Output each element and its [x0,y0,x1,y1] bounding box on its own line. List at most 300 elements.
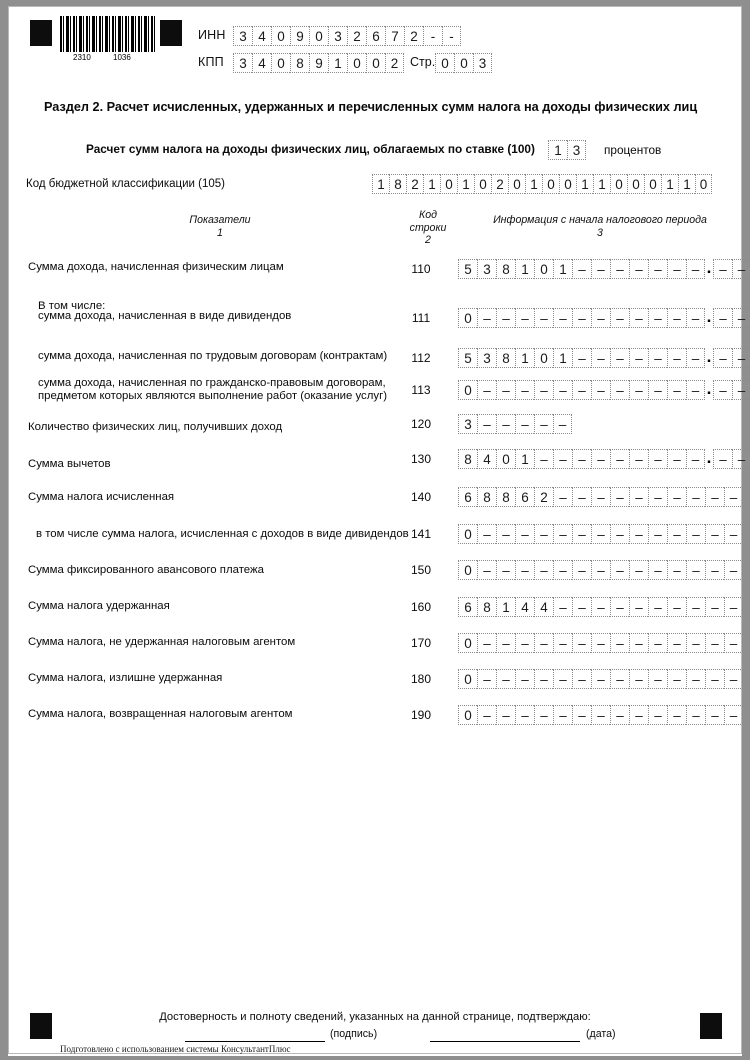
row-120-int-cell[interactable]: – [534,414,553,434]
row-190-int-cell[interactable]: – [705,705,724,725]
row-140-int-cell[interactable]: – [610,487,629,507]
row-112-int-cell[interactable]: 0 [534,348,553,368]
row-value-integer-150[interactable] [458,560,743,580]
row-130-int-cell[interactable]: 8 [458,449,477,469]
row-140-int-cell[interactable]: – [572,487,591,507]
row-150-int-cell[interactable]: – [686,560,705,580]
row-150-int-cell[interactable]: – [534,560,553,580]
row-140-int-cell[interactable]: – [705,487,724,507]
row-112-int-cell[interactable]: 3 [477,348,496,368]
row-141-int-cell[interactable]: – [496,524,515,544]
row-190-int-cell[interactable]: – [610,705,629,725]
row-190-int-cell[interactable]: – [477,705,496,725]
row-150-int-cell[interactable]: – [610,560,629,580]
row-111-dec-cell[interactable]: – [732,308,750,328]
kpp-cell[interactable]: 3 [233,53,252,73]
row-111-int-cell[interactable]: – [534,308,553,328]
row-111-int-cell[interactable]: – [572,308,591,328]
date-caption: (дата) [586,1028,616,1040]
row-value-field-160[interactable] [458,597,743,617]
row-112-int-cell[interactable]: – [667,348,686,368]
page-number-cell[interactable]: 0 [435,53,454,73]
row-190-int-cell[interactable]: – [648,705,667,725]
row-150-int-cell[interactable]: – [591,560,610,580]
row-code-111: 111 [411,311,431,325]
row-150-int-cell[interactable]: – [553,560,572,580]
row-112-int-cell[interactable]: 5 [458,348,477,368]
section-title: Раздел 2. Расчет исчисленных, удержанных и перечисленных сумм налога на доходы физических лиц [44,100,698,114]
row-110-dec-cell[interactable]: – [732,259,750,279]
row-113-int-cell[interactable]: – [496,380,515,400]
row-130-int-cell[interactable]: – [667,449,686,469]
row-141-int-cell[interactable]: – [477,524,496,544]
row-180-int-cell[interactable]: – [705,669,724,689]
row-160-int-cell[interactable]: 4 [534,597,553,617]
inn-cell[interactable]: 9 [290,26,309,46]
row-150-int-cell[interactable]: – [629,560,648,580]
inn-cell[interactable]: 4 [252,26,271,46]
row-141-int-cell[interactable]: – [629,524,648,544]
row-110-dec-cell[interactable]: – [713,259,732,279]
row-113-int-cell[interactable]: – [477,380,496,400]
row-111-int-cell[interactable]: – [515,308,534,328]
row-113-int-cell[interactable]: – [667,380,686,400]
row-130-int-cell[interactable]: – [648,449,667,469]
kbk-cell[interactable]: 0 [627,174,644,194]
row-value-integer-111[interactable] [458,308,705,328]
row-value-integer-180[interactable] [458,669,743,689]
row-140-int-cell[interactable]: 2 [534,487,553,507]
row-180-int-cell[interactable]: – [496,669,515,689]
row-160-int-cell[interactable]: 4 [515,597,534,617]
row-141-int-cell[interactable]: – [610,524,629,544]
row-113-int-cell[interactable]: – [610,380,629,400]
row-code-112: 112 [411,351,431,365]
row-111-dec-cell[interactable]: – [713,308,732,328]
row-170-int-cell[interactable]: 0 [458,633,477,653]
row-111-int-cell[interactable]: 0 [458,308,477,328]
page-edge-left [0,0,8,1060]
row-141-int-cell[interactable]: 0 [458,524,477,544]
kbk-field[interactable] [372,174,712,194]
row-113-int-cell[interactable]: – [591,380,610,400]
row-110-int-cell[interactable]: – [648,259,667,279]
inn-cell[interactable]: 6 [366,26,385,46]
kbk-cell[interactable]: 1 [593,174,610,194]
row-113-int-cell[interactable]: – [629,380,648,400]
row-190-int-cell[interactable]: – [629,705,648,725]
row-113-int-cell[interactable]: – [534,380,553,400]
row-value-field-112[interactable] [458,348,750,368]
row-130-int-cell[interactable]: – [534,449,553,469]
row-160-int-cell[interactable]: 8 [477,597,496,617]
signature-line[interactable] [185,1041,325,1042]
row-113-int-cell[interactable]: – [648,380,667,400]
inn-field[interactable] [233,26,461,46]
barcode-number-right: 1036 [113,53,131,62]
row-180-int-cell[interactable]: – [477,669,496,689]
row-170-int-cell[interactable]: – [648,633,667,653]
row-value-decimal-113[interactable] [713,380,750,400]
row-value-integer-140[interactable] [458,487,743,507]
row-141-int-cell[interactable]: – [667,524,686,544]
row-170-int-cell[interactable]: – [705,633,724,653]
tax-rate-field[interactable] [548,140,586,160]
row-170-int-cell[interactable]: – [572,633,591,653]
row-141-int-cell[interactable]: – [553,524,572,544]
inn-cell[interactable]: 0 [309,26,328,46]
row-value-integer-110[interactable] [458,259,705,279]
row-111-int-cell[interactable]: – [477,308,496,328]
row-190-int-cell[interactable]: 0 [458,705,477,725]
kpp-field[interactable] [233,53,404,73]
row-110-int-cell[interactable]: 5 [458,259,477,279]
row-120-int-cell[interactable]: 3 [458,414,477,434]
alignment-square-top-right [160,20,182,46]
row-140-int-cell[interactable]: – [667,487,686,507]
row-160-int-cell[interactable]: – [591,597,610,617]
row-112-int-cell[interactable]: – [591,348,610,368]
row-130-int-cell[interactable]: – [553,449,572,469]
row-190-int-cell[interactable]: – [534,705,553,725]
row-141-int-cell[interactable]: – [686,524,705,544]
row-code-113: 113 [411,383,431,397]
row-value-integer-141[interactable] [458,524,743,544]
row-180-int-cell[interactable]: – [610,669,629,689]
row-190-int-cell[interactable]: – [724,705,743,725]
row-140-int-cell[interactable]: 6 [458,487,477,507]
row-value-decimal-130[interactable] [713,449,750,469]
row-190-int-cell[interactable]: – [686,705,705,725]
tax-rate-cell[interactable]: 1 [548,140,567,160]
kbk-cell[interactable]: 2 [491,174,508,194]
kpp-cell[interactable]: 1 [328,53,347,73]
row-value-field-180[interactable] [458,669,743,689]
row-value-integer-112[interactable] [458,348,705,368]
row-112-int-cell[interactable]: 1 [515,348,534,368]
row-130-int-cell[interactable]: 0 [496,449,515,469]
page-number-cell[interactable]: 3 [473,53,492,73]
inn-label: ИНН [198,28,226,42]
row-130-int-cell[interactable]: – [610,449,629,469]
row-140-int-cell[interactable]: – [686,487,705,507]
row-170-int-cell[interactable]: – [515,633,534,653]
row-170-int-cell[interactable]: – [496,633,515,653]
row-170-int-cell[interactable]: – [553,633,572,653]
row-141-int-cell[interactable]: – [705,524,724,544]
kpp-cell[interactable]: 8 [290,53,309,73]
row-150-int-cell[interactable]: – [705,560,724,580]
row-113-dec-cell[interactable]: – [713,380,732,400]
row-label-113: сумма дохода, начисленная по гражданско-правовым договорам, предметом которых являются выполнение работ (оказание услуг) [38,377,388,402]
kbk-cell[interactable]: 0 [508,174,525,194]
row-label-190: Сумма налога, возвращенная налоговым агентом [28,708,293,720]
inn-cell[interactable]: 0 [271,26,290,46]
row-value-integer-130[interactable] [458,449,705,469]
row-113-int-cell[interactable]: – [515,380,534,400]
row-160-int-cell[interactable]: – [572,597,591,617]
inn-cell[interactable]: 7 [385,26,404,46]
row-label-150: Сумма фиксированного авансового платежа [28,564,264,576]
kbk-cell[interactable]: 2 [406,174,423,194]
inn-cell[interactable]: - [423,26,442,46]
row-value-field-110[interactable] [458,259,750,279]
row-140-int-cell[interactable]: 8 [496,487,515,507]
row-112-int-cell[interactable]: – [686,348,705,368]
row-150-int-cell[interactable]: – [496,560,515,580]
row-110-int-cell[interactable]: 8 [496,259,515,279]
row-label-111: сумма дохода, начисленная в виде дивидендов [38,310,292,322]
row-140-int-cell[interactable]: – [724,487,743,507]
row-140-int-cell[interactable]: – [591,487,610,507]
column-header-line-code-number: 2 [425,234,431,246]
row-180-int-cell[interactable]: – [724,669,743,689]
row-value-field-130[interactable] [458,449,750,469]
page-number-field[interactable] [435,53,492,73]
row-170-int-cell[interactable]: – [667,633,686,653]
row-180-int-cell[interactable]: – [686,669,705,689]
row-170-int-cell[interactable]: – [591,633,610,653]
row-140-int-cell[interactable]: – [648,487,667,507]
prepared-note: Подготовлено с использованием системы КонсультантПлюс [60,1044,291,1054]
row-180-int-cell[interactable]: – [667,669,686,689]
row-110-int-cell[interactable]: – [610,259,629,279]
row-111-int-cell[interactable]: – [629,308,648,328]
row-113-int-cell[interactable]: – [686,380,705,400]
row-140-int-cell[interactable]: 8 [477,487,496,507]
row-141-int-cell[interactable]: – [591,524,610,544]
column-header-line-code [398,209,458,247]
kbk-cell[interactable]: 0 [559,174,576,194]
row-110-int-cell[interactable]: – [629,259,648,279]
row-170-int-cell[interactable]: – [610,633,629,653]
row-180-int-cell[interactable]: – [515,669,534,689]
row-value-decimal-112[interactable] [713,348,750,368]
row-160-int-cell[interactable]: – [648,597,667,617]
inn-cell[interactable]: 3 [328,26,347,46]
inn-cell[interactable]: - [442,26,461,46]
row-111-int-cell[interactable]: – [686,308,705,328]
row-113-dec-cell[interactable]: – [732,380,750,400]
row-value-field-150[interactable] [458,560,743,580]
alignment-square-top-left [30,20,52,46]
row-code-190: 190 [410,708,432,722]
row-112-int-cell[interactable]: 1 [553,348,572,368]
page-edge-right [742,0,750,1060]
row-140-int-cell[interactable]: – [629,487,648,507]
inn-cell[interactable]: 2 [404,26,423,46]
row-110-int-cell[interactable]: – [591,259,610,279]
row-190-int-cell[interactable]: – [496,705,515,725]
row-150-int-cell[interactable]: – [515,560,534,580]
row-150-int-cell[interactable]: 0 [458,560,477,580]
row-180-int-cell[interactable]: – [553,669,572,689]
row-111-int-cell[interactable]: – [553,308,572,328]
row-130-dec-cell[interactable]: – [732,449,750,469]
row-160-int-cell[interactable]: – [705,597,724,617]
row-110-int-cell[interactable]: – [572,259,591,279]
row-113-int-cell[interactable]: – [572,380,591,400]
kpp-cell[interactable]: 0 [366,53,385,73]
row-120-int-cell[interactable]: – [553,414,572,434]
row-130-int-cell[interactable]: – [629,449,648,469]
kbk-cell[interactable]: 1 [576,174,593,194]
row-180-int-cell[interactable]: – [534,669,553,689]
row-112-int-cell[interactable]: 8 [496,348,515,368]
row-code-140: 140 [410,490,432,504]
kbk-cell[interactable]: 1 [678,174,695,194]
kbk-cell[interactable]: 8 [389,174,406,194]
row-value-field-120[interactable] [458,414,572,434]
row-112-int-cell[interactable]: – [572,348,591,368]
row-value-field-141[interactable] [458,524,743,544]
row-160-int-cell[interactable]: – [610,597,629,617]
row-190-int-cell[interactable]: – [591,705,610,725]
row-111-int-cell[interactable]: – [648,308,667,328]
row-label-180: Сумма налога, излишне удержанная [28,672,223,684]
kbk-cell[interactable]: 1 [457,174,474,194]
row-120-int-cell[interactable]: – [496,414,515,434]
row-130-dec-cell[interactable]: – [713,449,732,469]
kbk-cell[interactable]: 1 [661,174,678,194]
row-180-int-cell[interactable]: – [591,669,610,689]
decimal-separator-111: . [706,307,712,326]
row-112-int-cell[interactable]: – [629,348,648,368]
row-160-int-cell[interactable]: – [686,597,705,617]
row-190-int-cell[interactable]: – [572,705,591,725]
row-value-integer-120[interactable] [458,414,572,434]
row-value-field-140[interactable] [458,487,743,507]
row-150-int-cell[interactable]: – [667,560,686,580]
row-value-field-190[interactable] [458,705,743,725]
decimal-separator-113: . [706,379,712,398]
row-value-integer-170[interactable] [458,633,743,653]
row-value-integer-190[interactable] [458,705,743,725]
row-150-int-cell[interactable]: – [477,560,496,580]
row-141-int-cell[interactable]: – [724,524,743,544]
row-110-int-cell[interactable]: 3 [477,259,496,279]
row-112-int-cell[interactable]: – [648,348,667,368]
row-130-int-cell[interactable]: 4 [477,449,496,469]
row-130-int-cell[interactable]: 1 [515,449,534,469]
row-120-int-cell[interactable]: – [477,414,496,434]
row-112-int-cell[interactable]: – [610,348,629,368]
row-141-int-cell[interactable]: – [515,524,534,544]
row-180-int-cell[interactable]: – [572,669,591,689]
date-line[interactable] [430,1041,580,1042]
row-130-int-cell[interactable]: – [572,449,591,469]
row-110-int-cell[interactable]: – [667,259,686,279]
row-111-int-cell[interactable]: – [667,308,686,328]
row-value-field-113[interactable] [458,380,750,400]
row-160-int-cell[interactable]: 1 [496,597,515,617]
row-value-field-170[interactable] [458,633,743,653]
row-120-int-cell[interactable]: – [515,414,534,434]
inn-cell[interactable]: 3 [233,26,252,46]
row-190-int-cell[interactable]: – [553,705,572,725]
page-number-cell[interactable]: 0 [454,53,473,73]
row-111-int-cell[interactable]: – [610,308,629,328]
row-190-int-cell[interactable]: – [515,705,534,725]
kbk-cell[interactable]: 0 [610,174,627,194]
row-label-130: Сумма вычетов [28,458,111,470]
row-160-int-cell[interactable]: – [667,597,686,617]
row-130-int-cell[interactable]: – [686,449,705,469]
form-barcode [60,16,156,66]
row-112-dec-cell[interactable]: – [732,348,750,368]
kbk-cell[interactable]: 1 [525,174,542,194]
rate-line-label: Расчет сумм налога на доходы физических лиц, облагаемых по ставке (100) [86,142,535,156]
row-110-int-cell[interactable]: 1 [553,259,572,279]
row-value-integer-160[interactable] [458,597,743,617]
row-value-field-111[interactable] [458,308,750,328]
row-111-int-cell[interactable]: – [591,308,610,328]
page-edge-bottom [0,1056,750,1060]
kbk-cell[interactable]: 0 [542,174,559,194]
row-141-int-cell[interactable]: – [648,524,667,544]
row-150-int-cell[interactable]: – [724,560,743,580]
inn-cell[interactable]: 2 [347,26,366,46]
row-110-int-cell[interactable]: 1 [515,259,534,279]
row-170-int-cell[interactable]: – [629,633,648,653]
row-180-int-cell[interactable]: – [648,669,667,689]
kbk-cell[interactable]: 0 [644,174,661,194]
row-113-int-cell[interactable]: – [553,380,572,400]
row-label-120: Количество физических лиц, получивших доход [28,421,283,433]
row-150-int-cell[interactable]: – [648,560,667,580]
kpp-cell[interactable]: 9 [309,53,328,73]
kbk-cell[interactable]: 0 [440,174,457,194]
kbk-cell[interactable]: 1 [423,174,440,194]
row-170-int-cell[interactable]: – [724,633,743,653]
row-value-integer-113[interactable] [458,380,705,400]
row-value-decimal-110[interactable] [713,259,750,279]
row-160-int-cell[interactable]: 6 [458,597,477,617]
row-170-int-cell[interactable]: – [477,633,496,653]
row-value-decimal-111[interactable] [713,308,750,328]
row-160-int-cell[interactable]: – [724,597,743,617]
kpp-cell[interactable]: 0 [347,53,366,73]
row-170-int-cell[interactable]: – [686,633,705,653]
row-140-int-cell[interactable]: 6 [515,487,534,507]
kpp-cell[interactable]: 0 [271,53,290,73]
kpp-cell[interactable]: 4 [252,53,271,73]
row-141-int-cell[interactable]: – [572,524,591,544]
row-160-int-cell[interactable]: – [629,597,648,617]
tax-rate-cell[interactable]: 3 [567,140,586,160]
row-180-int-cell[interactable]: – [629,669,648,689]
row-170-int-cell[interactable]: – [534,633,553,653]
row-code-110: 110 [411,262,431,276]
row-160-int-cell[interactable]: – [553,597,572,617]
kbk-cell[interactable]: 0 [695,174,712,194]
row-110-int-cell[interactable]: 0 [534,259,553,279]
row-113-int-cell[interactable]: 0 [458,380,477,400]
kbk-cell[interactable]: 0 [474,174,491,194]
row-label-170: Сумма налога, не удержанная налоговым агентом [28,636,296,648]
kbk-cell[interactable]: 1 [372,174,389,194]
row-140-int-cell[interactable]: – [553,487,572,507]
row-180-int-cell[interactable]: 0 [458,669,477,689]
row-150-int-cell[interactable]: – [572,560,591,580]
row-110-int-cell[interactable]: – [686,259,705,279]
row-190-int-cell[interactable]: – [667,705,686,725]
row-130-int-cell[interactable]: – [591,449,610,469]
row-112-dec-cell[interactable]: – [713,348,732,368]
row-141-int-cell[interactable]: – [534,524,553,544]
kpp-cell[interactable]: 2 [385,53,404,73]
row-111-int-cell[interactable]: – [496,308,515,328]
